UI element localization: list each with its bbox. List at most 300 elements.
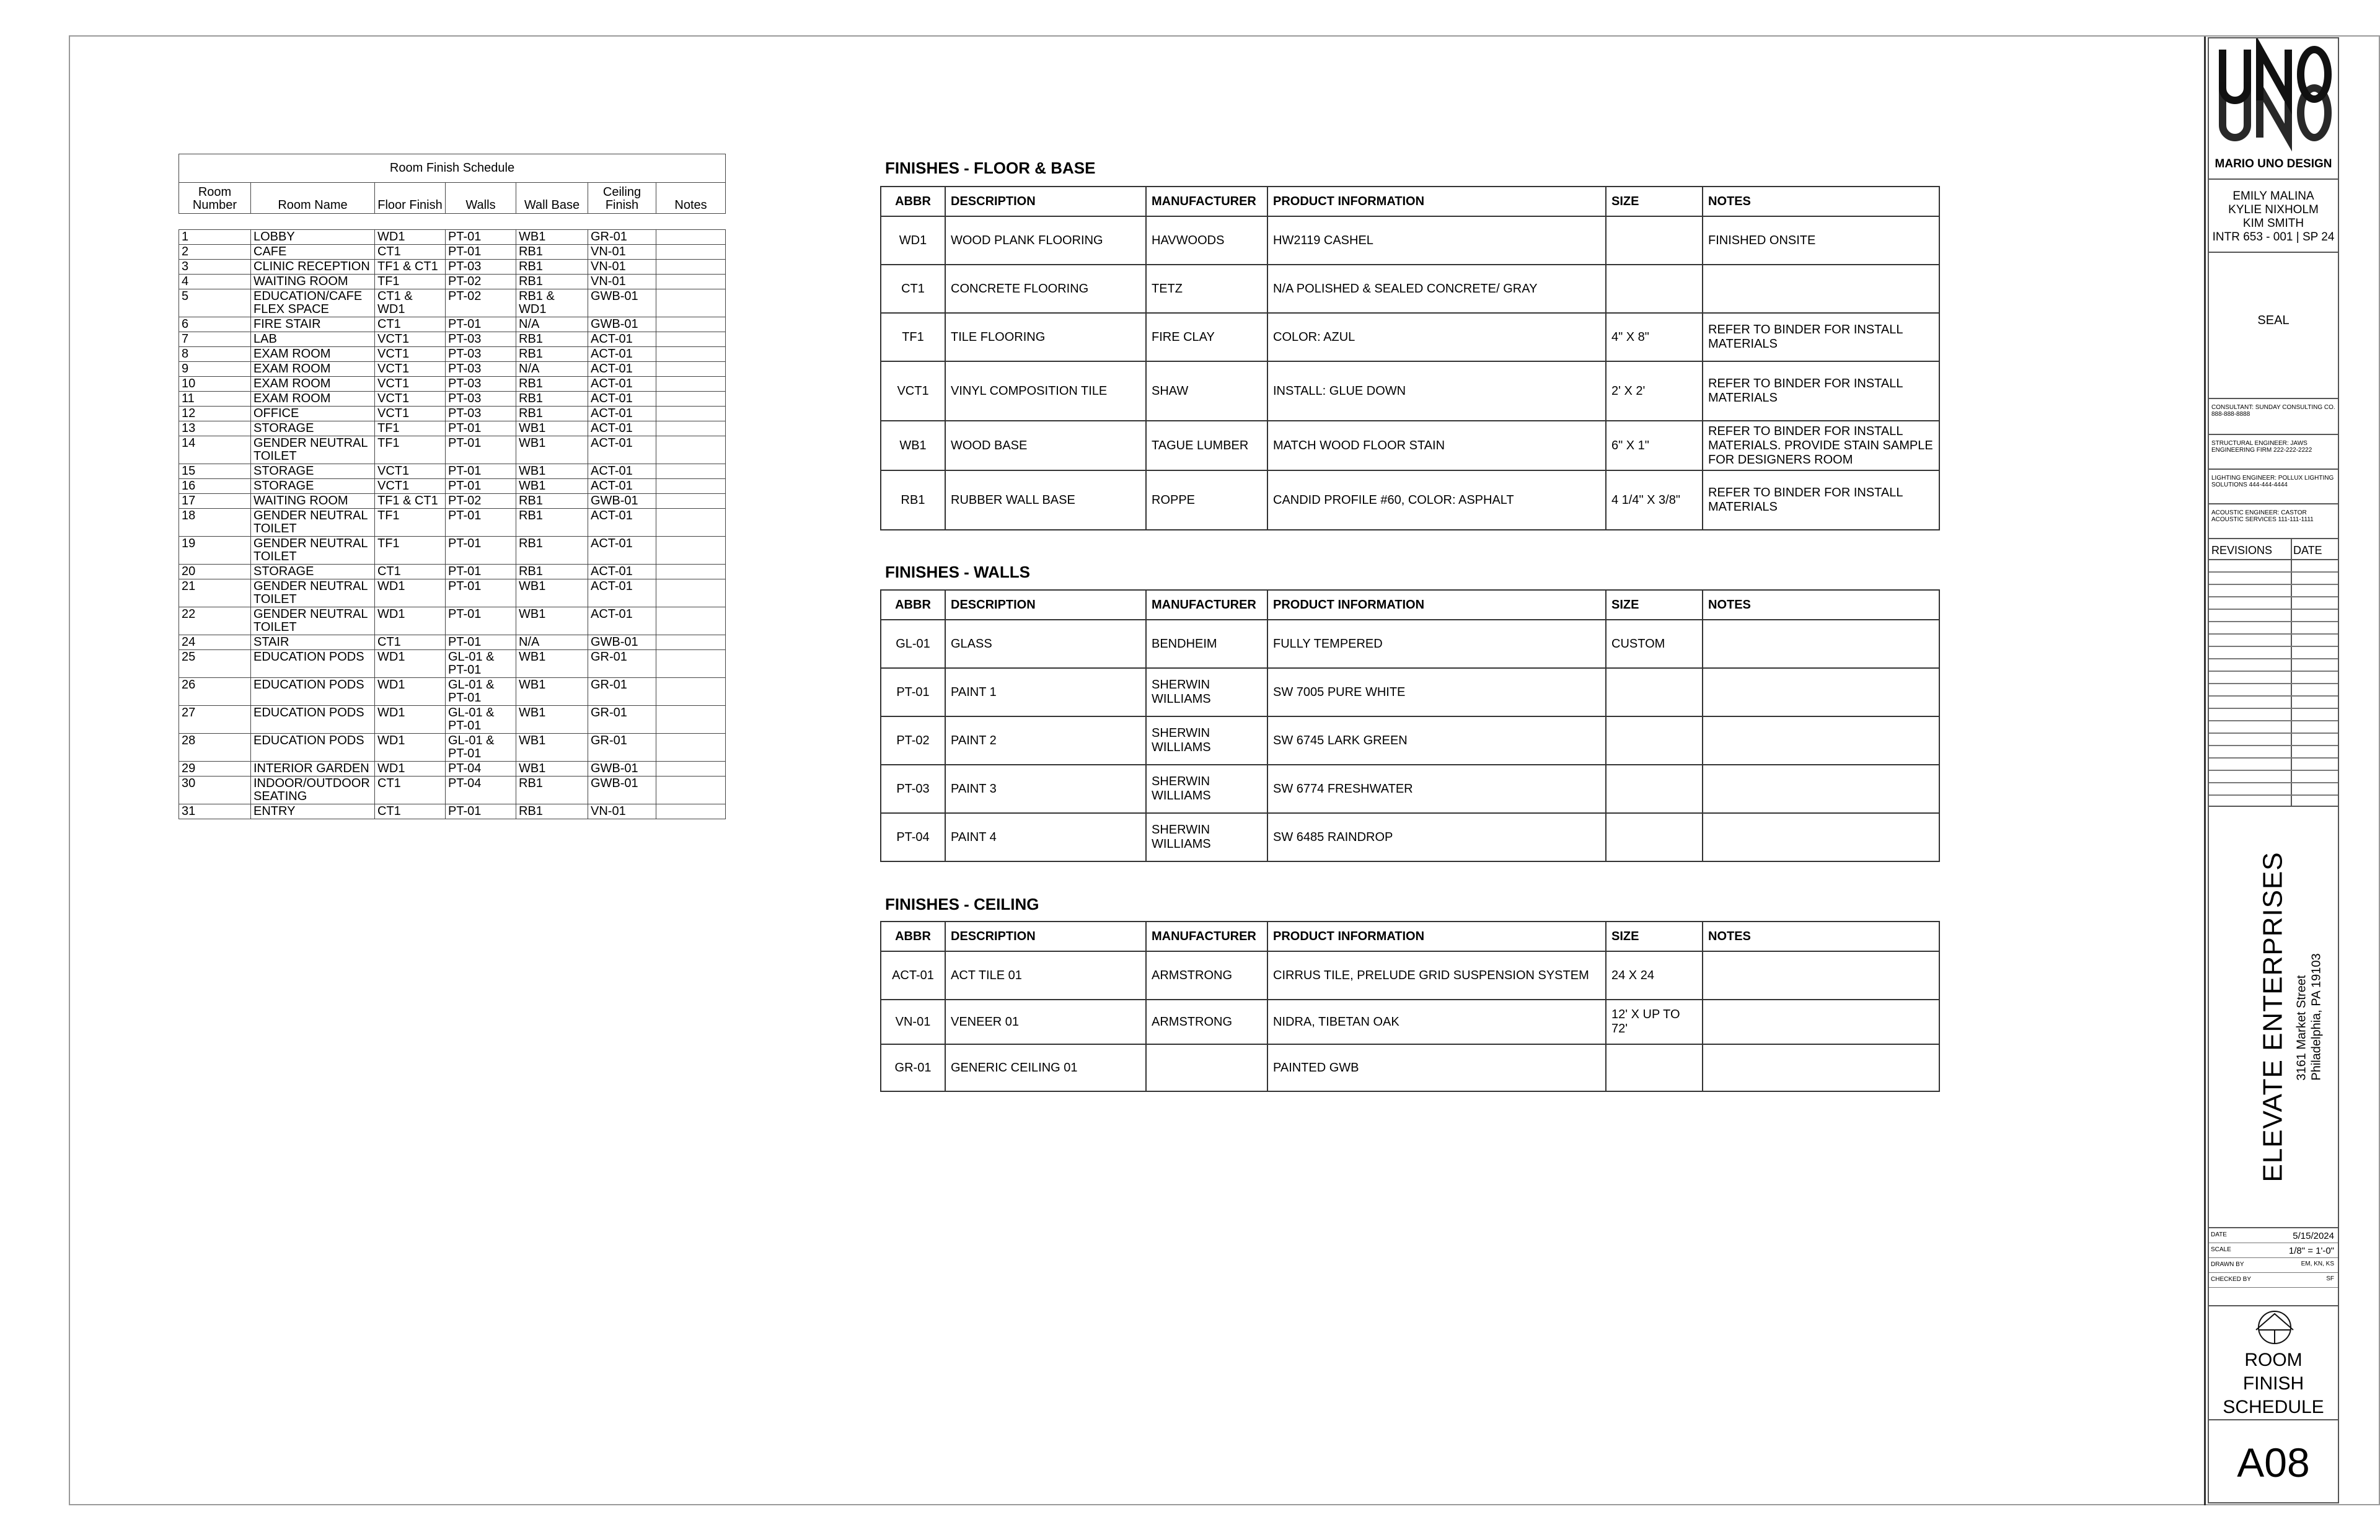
schedule-cell: 19 [179, 537, 251, 565]
schedule-cell: GR-01 [588, 230, 656, 245]
schedule-cell: CT1 [375, 777, 446, 804]
schedule-cell: TF1 [375, 436, 446, 464]
schedule-row [179, 509, 726, 537]
schedule-cell: RB1 [516, 407, 588, 421]
schedule-cell: PT-03 [446, 407, 516, 421]
room-finish-schedule [178, 154, 726, 819]
schedule-cell: PT-01 [446, 245, 516, 260]
finish-cell: GENERIC CEILING 01 [945, 1044, 1146, 1091]
schedule-cell: N/A [516, 317, 588, 332]
schedule-cell: CT1 [375, 804, 446, 819]
schedule-cell: ACT-01 [588, 377, 656, 392]
schedule-cell: EDUCATION/CAFE FLEX SPACE [251, 289, 375, 317]
finish-cell: ARMSTRONG [1146, 1000, 1267, 1044]
firm-logo-block [2209, 38, 2338, 180]
finish-cell: NIDRA, TIBETAN OAK [1267, 1000, 1606, 1044]
schedule-cell: RB1 [516, 245, 588, 260]
schedule-cell: ACT-01 [588, 332, 656, 347]
schedule-cell: ACT-01 [588, 421, 656, 436]
schedule-cell [656, 635, 726, 650]
schedule-cell: PT-03 [446, 392, 516, 407]
finish-header-cell: DESCRIPTION [945, 922, 1146, 951]
schedule-cell: PT-03 [446, 347, 516, 362]
team-member: KYLIE NIXHOLM [2228, 203, 2319, 216]
schedule-cell [656, 579, 726, 607]
schedule-cell: TF1 [375, 275, 446, 289]
schedule-cell: GR-01 [588, 706, 656, 734]
schedule-cell: GR-01 [588, 650, 656, 678]
schedule-cell: CLINIC RECEPTION [251, 260, 375, 275]
north-arrow-block [2209, 1306, 2338, 1349]
finish-cell: VCT1 [881, 361, 945, 421]
finish-cell: WB1 [881, 421, 945, 470]
schedule-cell [656, 392, 726, 407]
schedule-cell: WB1 [516, 650, 588, 678]
schedule-cell: INTERIOR GARDEN [251, 762, 375, 777]
wall-finishes-title: FINISHES - WALLS [885, 563, 1030, 581]
schedule-cell: TF1 [375, 421, 446, 436]
schedule-cell: GL-01 & PT-01 [446, 734, 516, 762]
schedule-cell [656, 537, 726, 565]
schedule-cell: 13 [179, 421, 251, 436]
finish-cell: 4 1/4" X 3/8" [1606, 470, 1703, 530]
finish-cell: MATCH WOOD FLOOR STAIN [1267, 421, 1606, 470]
sheet-info-value: EM, KN, KS [2301, 1261, 2334, 1267]
finish-cell: SHERWIN WILLIAMS [1146, 765, 1267, 813]
schedule-cell: 4 [179, 275, 251, 289]
finish-cell: PAINT 4 [945, 813, 1146, 861]
finish-cell: REFER TO BINDER FOR INSTALL MATERIALS [1703, 313, 1939, 361]
schedule-cell: 26 [179, 678, 251, 706]
schedule-cell: 10 [179, 377, 251, 392]
schedule-cell: GENDER NEUTRAL TOILET [251, 579, 375, 607]
schedule-row [179, 289, 726, 317]
finish-cell: INSTALL: GLUE DOWN [1267, 361, 1606, 421]
team-member: EMILY MALINA [2232, 190, 2314, 203]
schedule-cell: 20 [179, 565, 251, 579]
finish-row [881, 668, 1939, 716]
schedule-cell: EXAM ROOM [251, 347, 375, 362]
finish-cell [1703, 1000, 1939, 1044]
schedule-cell: 6 [179, 317, 251, 332]
finish-cell: VN-01 [881, 1000, 945, 1044]
finish-cell [1606, 1044, 1703, 1091]
schedule-cell: PT-02 [446, 494, 516, 509]
finish-row [881, 813, 1939, 861]
schedule-cell: STORAGE [251, 464, 375, 479]
finish-cell: TF1 [881, 313, 945, 361]
schedule-row [179, 392, 726, 407]
schedule-row [179, 678, 726, 706]
schedule-cell: WD1 [375, 734, 446, 762]
schedule-row [179, 734, 726, 762]
wall-finishes-table [880, 589, 1940, 862]
schedule-header-cell: Wall Base [516, 183, 588, 214]
schedule-cell: GENDER NEUTRAL TOILET [251, 436, 375, 464]
finish-cell [1146, 1044, 1267, 1091]
schedule-row [179, 479, 726, 494]
schedule-cell: PT-01 [446, 509, 516, 537]
finish-cell: REFER TO BINDER FOR INSTALL MATERIALS [1703, 361, 1939, 421]
schedule-cell: EXAM ROOM [251, 392, 375, 407]
schedule-cell: TF1 [375, 537, 446, 565]
schedule-cell: PT-01 [446, 804, 516, 819]
finish-cell: ACT-01 [881, 951, 945, 1000]
schedule-row [179, 332, 726, 347]
finish-header-cell: NOTES [1703, 922, 1939, 951]
schedule-cell: WD1 [375, 678, 446, 706]
finish-header-cell: DESCRIPTION [945, 187, 1146, 216]
schedule-cell: WB1 [516, 607, 588, 635]
floor-finishes-table [880, 186, 1940, 530]
schedule-cell: ACT-01 [588, 392, 656, 407]
schedule-cell: WB1 [516, 678, 588, 706]
project-block [2209, 807, 2338, 1228]
schedule-cell [656, 464, 726, 479]
sheet-title: ROOM FINISH SCHEDULE [2209, 1349, 2338, 1420]
finish-cell: TAGUE LUMBER [1146, 421, 1267, 470]
schedule-cell: VN-01 [588, 260, 656, 275]
schedule-cell: 3 [179, 260, 251, 275]
schedule-cell: GWB-01 [588, 635, 656, 650]
finish-cell: 2' X 2' [1606, 361, 1703, 421]
schedule-row [179, 635, 726, 650]
schedule-cell: VN-01 [588, 804, 656, 819]
schedule-cell: 24 [179, 635, 251, 650]
finish-cell: WOOD BASE [945, 421, 1146, 470]
schedule-cell: OFFICE [251, 407, 375, 421]
schedule-cell [656, 436, 726, 464]
schedule-cell: WB1 [516, 579, 588, 607]
schedule-cell: WD1 [375, 706, 446, 734]
schedule-cell [656, 230, 726, 245]
schedule-row [179, 777, 726, 804]
schedule-cell: ACT-01 [588, 579, 656, 607]
schedule-cell: 31 [179, 804, 251, 819]
schedule-cell: 15 [179, 464, 251, 479]
project-name: ELEVATE ENTERPRISES [2258, 851, 2289, 1182]
schedule-cell: WB1 [516, 230, 588, 245]
finish-row [881, 421, 1939, 470]
schedule-cell: VCT1 [375, 464, 446, 479]
schedule-cell: GL-01 & PT-01 [446, 650, 516, 678]
schedule-cell: GENDER NEUTRAL TOILET [251, 509, 375, 537]
finish-cell [1703, 716, 1939, 765]
finish-header-cell: PRODUCT INFORMATION [1267, 187, 1606, 216]
finish-row [881, 716, 1939, 765]
seal-label: SEAL [2257, 314, 2290, 327]
finish-header-cell: ABBR [881, 922, 945, 951]
schedule-cell: GENDER NEUTRAL TOILET [251, 537, 375, 565]
sheet-number: A08 [2237, 1440, 2310, 1485]
schedule-cell: CT1 [375, 565, 446, 579]
schedule-cell: ACT-01 [588, 464, 656, 479]
finish-cell: BENDHEIM [1146, 620, 1267, 668]
schedule-cell: VCT1 [375, 332, 446, 347]
finish-cell: SW 6485 RAINDROP [1267, 813, 1606, 861]
schedule-row [179, 464, 726, 479]
schedule-cell: PT-02 [446, 289, 516, 317]
finish-header-cell: SIZE [1606, 590, 1703, 620]
consultant-4: ACOUSTIC ENGINEER: CASTOR ACOUSTIC SERVICES 111-111-1111 [2209, 504, 2338, 539]
finish-cell: FINISHED ONSITE [1703, 216, 1939, 265]
schedule-cell: VCT1 [375, 392, 446, 407]
schedule-cell: WAITING ROOM [251, 275, 375, 289]
schedule-cell: PT-04 [446, 777, 516, 804]
schedule-cell: FIRE STAIR [251, 317, 375, 332]
finish-header-cell: PRODUCT INFORMATION [1267, 922, 1606, 951]
schedule-cell: GR-01 [588, 734, 656, 762]
schedule-cell: N/A [516, 635, 588, 650]
schedule-cell: TF1 & CT1 [375, 494, 446, 509]
schedule-cell: ACT-01 [588, 565, 656, 579]
schedule-cell: STORAGE [251, 421, 375, 436]
schedule-row [179, 362, 726, 377]
schedule-cell: PT-03 [446, 260, 516, 275]
schedule-row [179, 607, 726, 635]
schedule-cell: WD1 [375, 762, 446, 777]
finish-cell: RB1 [881, 470, 945, 530]
firm-name: MARIO UNO DESIGN [2215, 157, 2332, 170]
schedule-cell: VCT1 [375, 407, 446, 421]
schedule-cell [656, 734, 726, 762]
schedule-cell: 25 [179, 650, 251, 678]
schedule-cell: RB1 & WD1 [516, 289, 588, 317]
schedule-cell: PT-01 [446, 579, 516, 607]
schedule-cell: CT1 [375, 245, 446, 260]
schedule-cell: TF1 [375, 509, 446, 537]
finish-row [881, 470, 1939, 530]
schedule-row [179, 377, 726, 392]
sheet-info-label: DRAWN BY [2211, 1261, 2244, 1268]
schedule-cell: 17 [179, 494, 251, 509]
finish-cell: CIRRUS TILE, PRELUDE GRID SUSPENSION SYSTEM [1267, 951, 1606, 1000]
sheet-info-label: CHECKED BY [2211, 1276, 2252, 1283]
finish-row [881, 361, 1939, 421]
finish-cell: HW2119 CASHEL [1267, 216, 1606, 265]
schedule-cell: VCT1 [375, 377, 446, 392]
schedule-cell: 22 [179, 607, 251, 635]
finish-cell: 4" X 8" [1606, 313, 1703, 361]
schedule-cell: ACT-01 [588, 537, 656, 565]
schedule-cell: ACT-01 [588, 407, 656, 421]
schedule-row [179, 317, 726, 332]
finish-cell: REFER TO BINDER FOR INSTALL MATERIALS. PROVIDE STAIN SAMPLE FOR DESIGNERS ROOM [1703, 421, 1939, 470]
schedule-cell: STORAGE [251, 565, 375, 579]
schedule-cell [656, 706, 726, 734]
schedule-cell: 30 [179, 777, 251, 804]
schedule-cell: WB1 [516, 436, 588, 464]
finish-cell [1703, 1044, 1939, 1091]
schedule-cell [656, 317, 726, 332]
schedule-row [179, 275, 726, 289]
revisions-block [2209, 539, 2338, 807]
schedule-cell [656, 762, 726, 777]
schedule-cell: TF1 & CT1 [375, 260, 446, 275]
finish-header-cell: SIZE [1606, 187, 1703, 216]
finish-cell: SHERWIN WILLIAMS [1146, 716, 1267, 765]
schedule-cell: 2 [179, 245, 251, 260]
finish-cell: 6" X 1" [1606, 421, 1703, 470]
schedule-cell: 7 [179, 332, 251, 347]
schedule-cell [656, 565, 726, 579]
finish-header-cell: PRODUCT INFORMATION [1267, 590, 1606, 620]
schedule-cell: ACT-01 [588, 509, 656, 537]
schedule-cell: ACT-01 [588, 362, 656, 377]
schedule-cell: EXAM ROOM [251, 362, 375, 377]
schedule-cell: GENDER NEUTRAL TOILET [251, 607, 375, 635]
finish-cell: 12' X UP TO 72' [1606, 1000, 1703, 1044]
schedule-cell: ACT-01 [588, 347, 656, 362]
schedule-row [179, 579, 726, 607]
finish-row [881, 765, 1939, 813]
schedule-cell: GL-01 & PT-01 [446, 706, 516, 734]
sheet-info-block [2209, 1228, 2338, 1306]
title-block [2208, 37, 2339, 1503]
schedule-row [179, 347, 726, 362]
finish-cell: SHERWIN WILLIAMS [1146, 813, 1267, 861]
finish-cell: 24 X 24 [1606, 951, 1703, 1000]
schedule-row [179, 762, 726, 777]
schedule-cell [656, 804, 726, 819]
schedule-cell: GR-01 [588, 678, 656, 706]
schedule-cell: WD1 [375, 607, 446, 635]
schedule-cell: PT-04 [446, 762, 516, 777]
finish-cell: HAVWOODS [1146, 216, 1267, 265]
schedule-row [179, 537, 726, 565]
schedule-cell [656, 362, 726, 377]
finish-cell: SW 7005 PURE WHITE [1267, 668, 1606, 716]
finish-cell [1606, 668, 1703, 716]
schedule-row [179, 436, 726, 464]
finish-cell: PAINTED GWB [1267, 1044, 1606, 1091]
schedule-cell: WB1 [516, 464, 588, 479]
schedule-cell: 27 [179, 706, 251, 734]
schedule-cell: 5 [179, 289, 251, 317]
schedule-cell: CT1 [375, 635, 446, 650]
schedule-cell: WB1 [516, 706, 588, 734]
schedule-cell: RB1 [516, 392, 588, 407]
schedule-cell: RB1 [516, 804, 588, 819]
sheet-info-row [2209, 1228, 2338, 1243]
finish-cell: PT-03 [881, 765, 945, 813]
finish-cell: WOOD PLANK FLOORING [945, 216, 1146, 265]
finish-cell: FULLY TEMPERED [1267, 620, 1606, 668]
finish-cell [1703, 951, 1939, 1000]
finish-row [881, 1000, 1939, 1044]
schedule-cell: WD1 [375, 579, 446, 607]
finish-header-cell: SIZE [1606, 922, 1703, 951]
finish-cell: SW 6774 FRESHWATER [1267, 765, 1606, 813]
finish-cell: VINYL COMPOSITION TILE [945, 361, 1146, 421]
finish-row [881, 1044, 1939, 1091]
sheet-info-value: SF [2326, 1275, 2334, 1282]
schedule-cell: STORAGE [251, 479, 375, 494]
finish-row [881, 620, 1939, 668]
finish-cell [1703, 765, 1939, 813]
schedule-cell: RB1 [516, 332, 588, 347]
schedule-header-cell: Notes [656, 183, 726, 214]
finish-cell [1606, 265, 1703, 313]
schedule-cell: WD1 [375, 650, 446, 678]
finish-header-cell: MANUFACTURER [1146, 187, 1267, 216]
finish-cell: PT-04 [881, 813, 945, 861]
schedule-cell: ACT-01 [588, 436, 656, 464]
schedule-cell: WB1 [516, 734, 588, 762]
team-member: KIM SMITH [2242, 217, 2304, 230]
schedule-cell: RB1 [516, 509, 588, 537]
finish-cell: SHAW [1146, 361, 1267, 421]
schedule-cell: 21 [179, 579, 251, 607]
schedule-cell: 11 [179, 392, 251, 407]
finish-header-row [881, 922, 1939, 951]
seal-block [2209, 253, 2338, 399]
project-address-line-1: 3161 Market Street [2295, 975, 2309, 1081]
finish-cell: PT-01 [881, 668, 945, 716]
schedule-cell: EDUCATION PODS [251, 706, 375, 734]
schedule-cell: VN-01 [588, 275, 656, 289]
schedule-cell: VCT1 [375, 362, 446, 377]
schedule-cell: STAIR [251, 635, 375, 650]
schedule-cell: INDOOR/OUTDOOR SEATING [251, 777, 375, 804]
schedule-cell [656, 275, 726, 289]
schedule-row [179, 804, 726, 819]
schedule-cell: PT-01 [446, 479, 516, 494]
finish-header-cell: DESCRIPTION [945, 590, 1146, 620]
finish-cell: ROPPE [1146, 470, 1267, 530]
schedule-cell: WB1 [516, 479, 588, 494]
schedule-cell: LAB [251, 332, 375, 347]
finish-cell: PT-02 [881, 716, 945, 765]
schedule-cell: RB1 [516, 565, 588, 579]
schedule-cell: RB1 [516, 347, 588, 362]
schedule-header-cell: Walls [446, 183, 516, 214]
finish-cell: GLASS [945, 620, 1146, 668]
finish-header-row [881, 187, 1939, 216]
schedule-cell: RB1 [516, 260, 588, 275]
finish-cell: PAINT 3 [945, 765, 1146, 813]
finish-cell [1703, 620, 1939, 668]
finish-row [881, 951, 1939, 1000]
schedule-cell: GL-01 & PT-01 [446, 678, 516, 706]
schedule-cell [656, 650, 726, 678]
finish-cell: WD1 [881, 216, 945, 265]
schedule-cell: RB1 [516, 777, 588, 804]
finish-cell: REFER TO BINDER FOR INSTALL MATERIALS [1703, 470, 1939, 530]
schedule-cell: GWB-01 [588, 777, 656, 804]
schedule-cell: PT-03 [446, 332, 516, 347]
finish-cell: TILE FLOORING [945, 313, 1146, 361]
schedule-cell: 8 [179, 347, 251, 362]
schedule-cell: CT1 [375, 317, 446, 332]
schedule-cell: CAFE [251, 245, 375, 260]
finish-cell: SW 6745 LARK GREEN [1267, 716, 1606, 765]
finish-row [881, 216, 1939, 265]
sheet-info-value: 1/8" = 1'-0" [2288, 1246, 2334, 1256]
schedule-cell: EDUCATION PODS [251, 678, 375, 706]
finish-cell: CONCRETE FLOORING [945, 265, 1146, 313]
finish-cell: CUSTOM [1606, 620, 1703, 668]
schedule-cell: PT-03 [446, 362, 516, 377]
sheet-info-row [2209, 1273, 2338, 1288]
schedule-cell: PT-01 [446, 607, 516, 635]
schedule-row [179, 565, 726, 579]
finish-cell: ACT TILE 01 [945, 951, 1146, 1000]
schedule-row [179, 494, 726, 509]
schedule-title: Room Finish Schedule [179, 154, 726, 183]
schedule-cell [656, 494, 726, 509]
schedule-header-cell: Room Number [179, 183, 251, 214]
